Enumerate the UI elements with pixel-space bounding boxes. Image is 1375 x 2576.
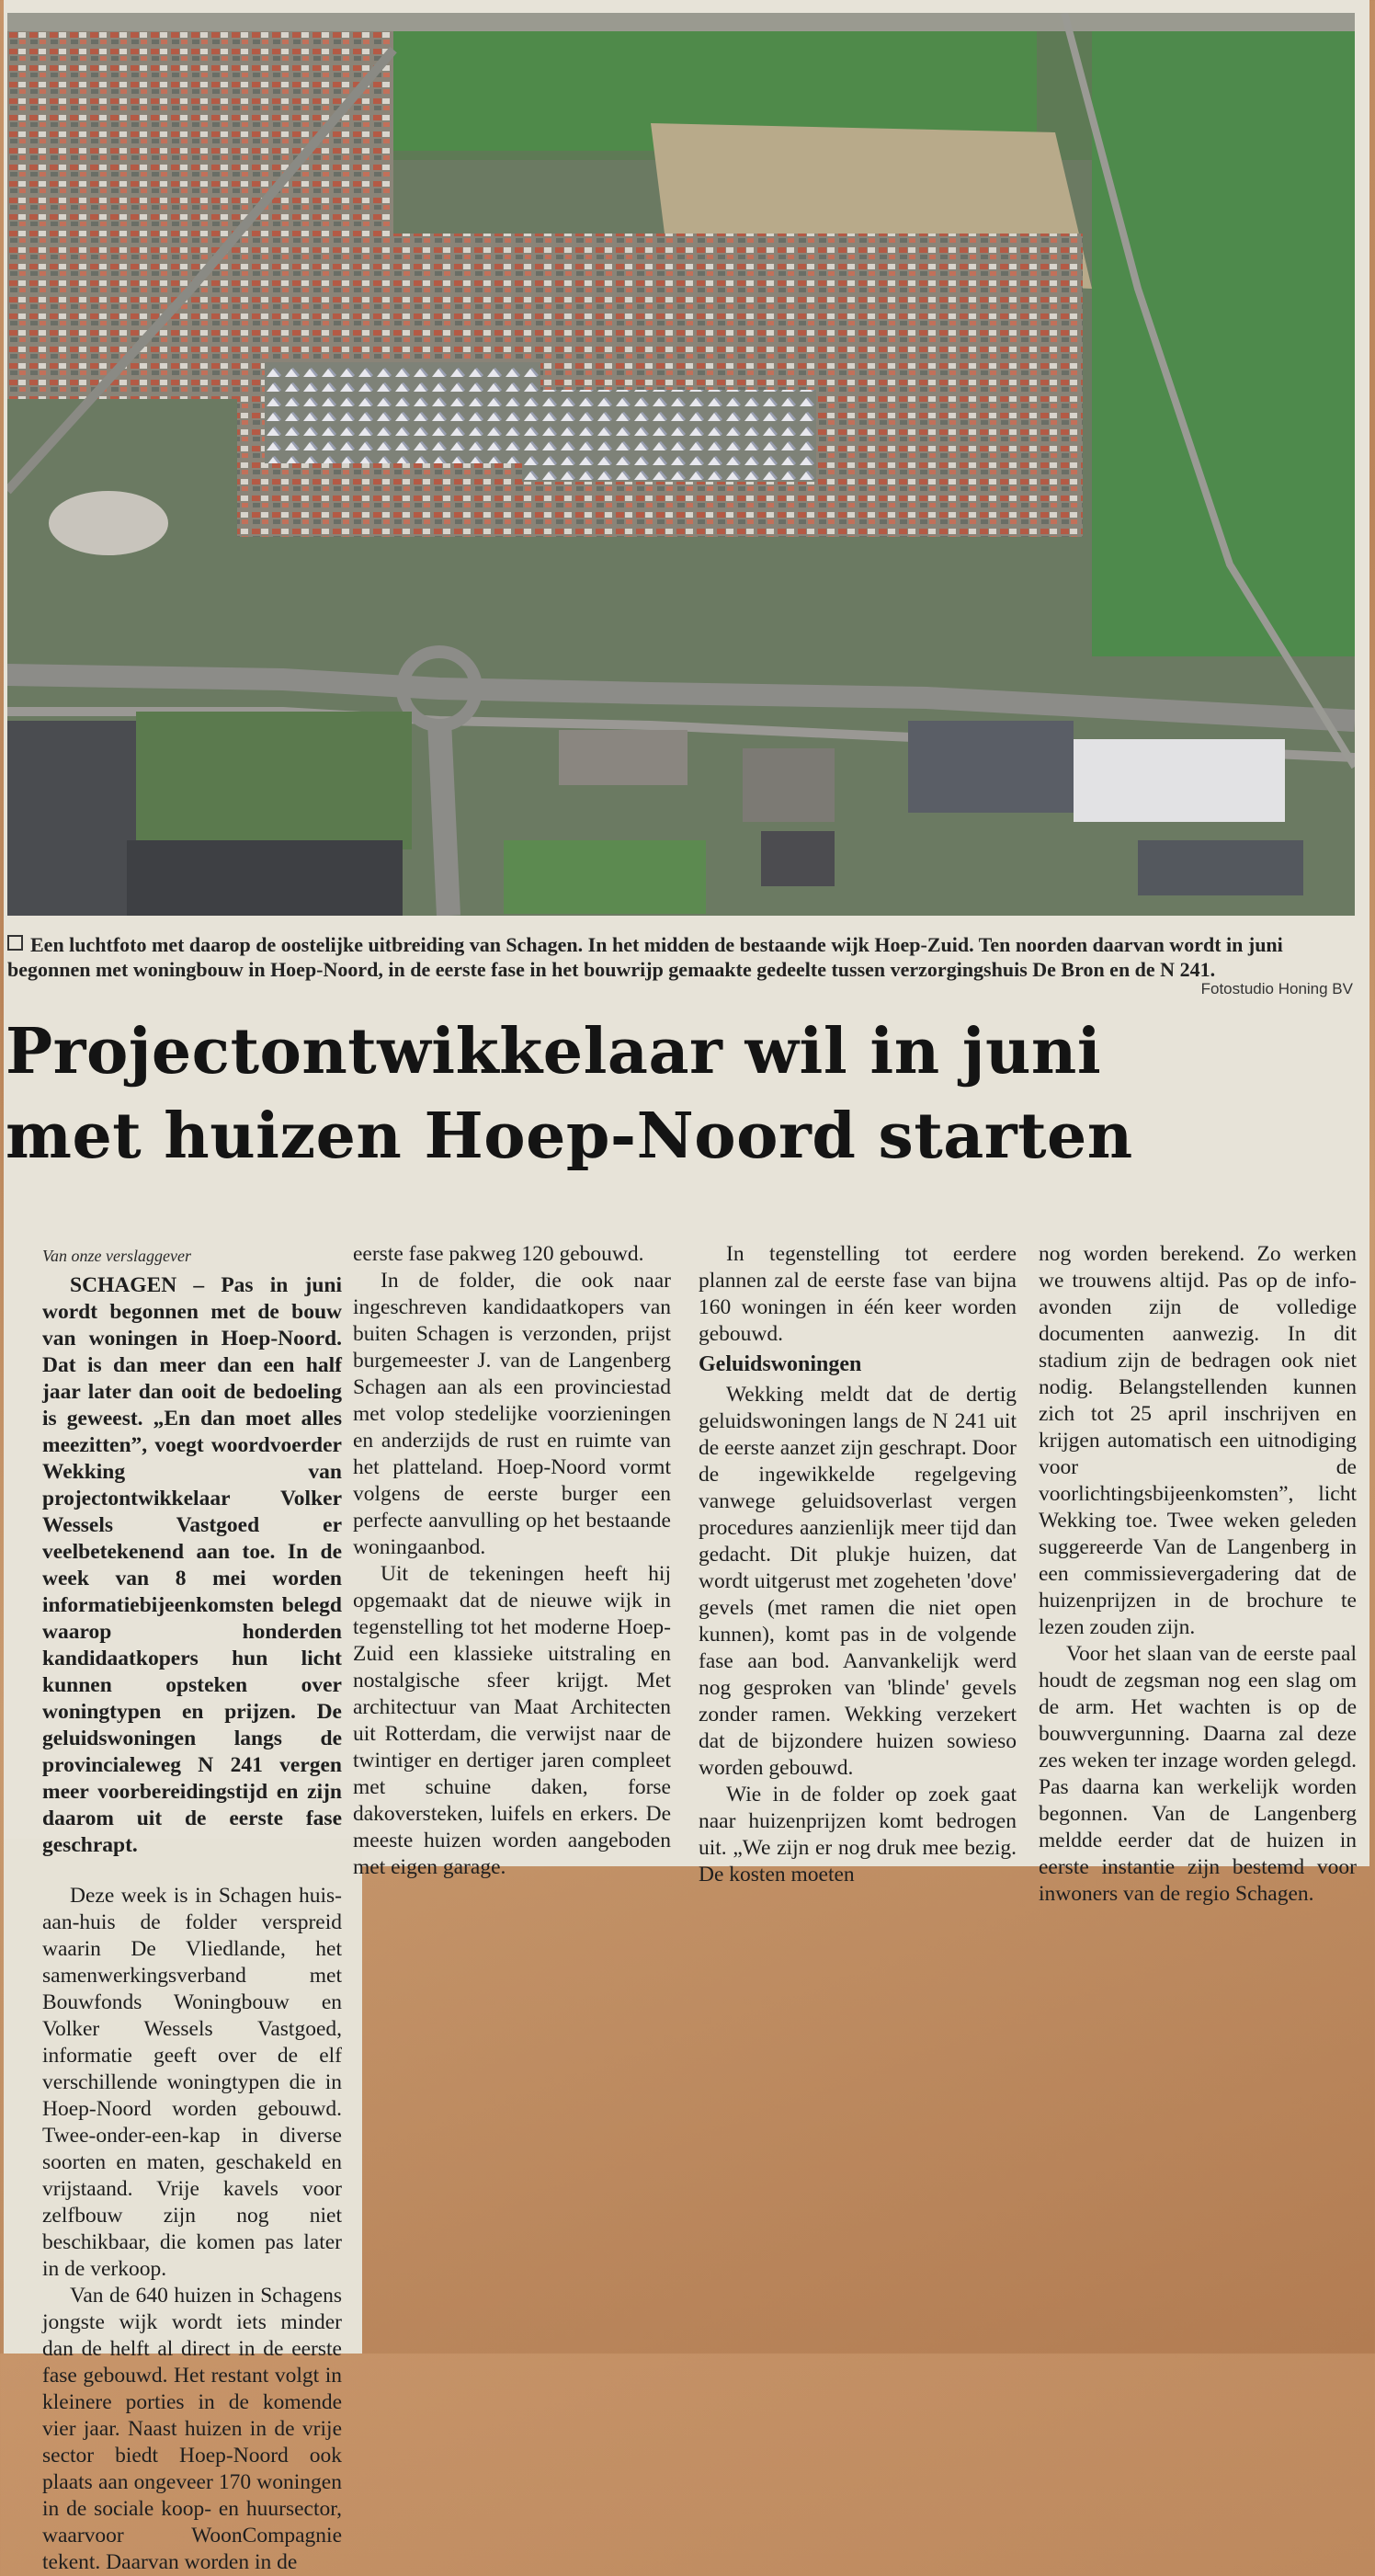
photo-caption [7,932,1358,982]
caption-square-icon [7,935,23,951]
article-column-2 [353,1241,671,1881]
lead-text: Pas in juni wordt begonnen met de bouw van woningen in Hoep-Noord. Dat is dan meer dan een half jaar later dan ooit de bedoeling is geweest. „En dan moet alles meezitten”, voegt woordvoerder Wekking van projectontwikkelaar Volker Wessels Vastgoed er veelbetekenend aan toe. In de week van 8 mei worden informatiebijeenkomsten belegd waarop honderden kandidaatkopers hun licht kunnen opsteken over woningtypen en prijzen. De geluidswoningen langs de provincialeweg N 241 vergen meer voorbereidingstijd en zijn daarom uit de eerste fase geschrapt. [42,1273,342,1857]
aerial-photo-illustration [7,13,1355,916]
article-column-1 [42,1272,342,2576]
paragraph: Wekking meldt dat de dertig geluidswoningen langs de N 241 uit de eerste aanzet zijn geschrapt. Door de ingewikkelde regelgeving vanwege geluidsoverlast vergen procedures aanzienlijk meer tijd dan gedacht. Dit plukje huizen, dat wordt uitgerust met zogeheten 'dove' gevels (met ramen die niet open kunnen), komt pas in de volgende fase aan bod. Aanvankelijk werd nog gesproken van 'blinde' gevels zonder ramen. Wekking verzekert dat de bijzondere huizen sowieso worden gebouwd. [699,1383,1017,1780]
lead-paragraph [42,1272,342,1859]
paragraph: Deze week is in Schagen huis-aan-huis de folder verspreid waarin De Vliedlande, het samenwerkingsverband met Bouwfonds Woningbouw en Volker Wessels Vastgoed, informatie geeft over de elf verschillende woningtypen die in Hoep-Noord worden gebouwd. Twee-onder-een-kap in diverse soorten en maten, geschakeld en vrijstaand. Vrije kavels voor zelfbouw zijn nog niet beschikbaar, die komen pas later in de verkoop. [42,1884,342,2281]
paragraph: Van de 640 huizen in Schagens jongste wijk wordt iets minder dan de helft al direct in de eerste fase gebouwd. Het restant volgt in kleinere porties in de komende vier jaar. Naast huizen in de vrije sector biedt Hoep-Noord ook plaats aan ongeveer 170 woningen in de sociale koop- en huursector, waarvoor WoonCompagnie tekent. Daarvan worden in de [42,2284,342,2574]
headline [6,1009,1366,1179]
aerial-photo [7,13,1355,916]
subheading: Geluidswoningen [699,1352,862,1376]
paragraph: nog worden berekend. Zo werken we trouwens altijd. Pas op de info-avonden zijn de volledige documenten aanwezig. In dit stadium zijn de bedragen ook niet nodig. Belangstellenden kunnen zich tot 25 april inschrijven en krijgen automatisch een uitnodiging voor de voorlichtingsbijeenkomsten”, licht Wekking toe. Twee weken geleden suggereerde Van de Langenberg in een commissievergadering dat de huizenprijzen in de brochure te lezen zouden zijn. [1039,1242,1357,1639]
article-column-4 [1039,1241,1357,1908]
headline-line-2: met huizen Hoep-Noord starten [6,1100,1133,1173]
photo-credit: Fotostudio Honing BV [1200,980,1353,997]
caption-text: Een luchtfoto met daarop de oostelijke uitbreiding van Schagen. In het midden de bestaande wijk Hoep-Zuid. Ten noorden daarvan wordt in juni begonnen met woningbouw in Hoep-Noord, in de eerste fase in het bouwrijp gemaakte gedeelte tussen verzorgingshuis De Bron en de N 241. [7,933,1283,981]
paragraph: eerste fase pakweg 120 gebouwd. [353,1242,644,1266]
paragraph: In de folder, die ook naar ingeschreven kandidaatkopers van buiten Schagen is verzonden, prijst burgemeester J. van de Langenberg Schagen aan als een provinciestad met volop stedelijke voorzieningen en anderzijds de rust en ruimte van het platteland. Hoep-Noord vormt volgens de eerste burger een perfecte aanvulling op het bestaande woningaanbod. [353,1269,671,1559]
paragraph: Voor het slaan van de eerste paal houdt de zegsman nog een slag om de arm. Het wachten is op de bouwvergunning. Daarna zal deze zes weken ter inzage worden gelegd. Pas daarna kan werkelijk worden begonnen. Van de Langenberg meldde eerder dat de huizen in eerste instantie zijn bestemd voor inwoners van de regio Schagen. [1039,1642,1357,1906]
dateline: SCHAGEN – [70,1273,205,1297]
paragraph: Uit de tekeningen heeft hij opgemaakt dat de nieuwe wijk in tegenstelling tot het moderne Hoep-Zuid een klassieke uitstraling en nostalgische sfeer krijgt. Met architectuur van Maat Architecten uit Rotterdam, die verwijst naar de twintiger en dertiger jaren compleet met schuine daken, forse dakoversteken, luifels en erkers. De meeste huizen worden aangeboden met eigen garage. [353,1562,671,1879]
headline-line-1: Projectontwikkelaar wil in juni [6,1015,1102,1089]
byline: Van onze verslaggever [42,1247,191,1265]
paragraph: Wie in de folder op zoek gaat naar huizenprijzen komt bedrogen uit. „We zijn er nog druk mee bezig. De kosten moeten [699,1783,1017,1886]
article-column-3 [699,1241,1017,1888]
paragraph: In tegenstelling tot eerdere plannen zal de eerste fase van bijna 160 woningen in één keer worden gebouwd. [699,1242,1017,1346]
